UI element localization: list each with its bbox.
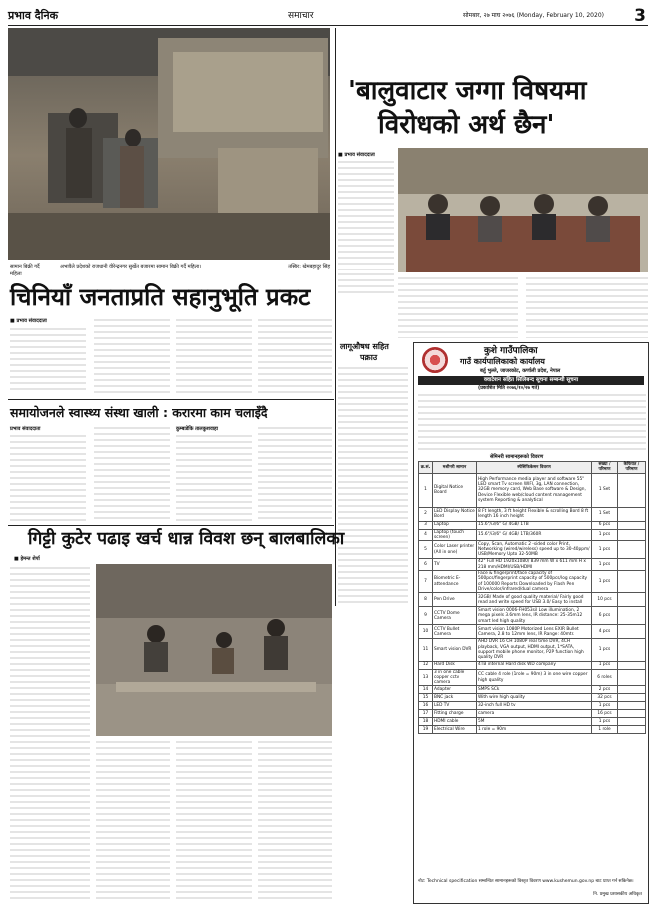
story4-subhead: पक्राउ bbox=[360, 353, 378, 362]
story3-body-col1 bbox=[10, 434, 86, 522]
table-row bbox=[419, 625, 646, 639]
table-row bbox=[419, 661, 646, 669]
table-row bbox=[419, 571, 646, 593]
cell-item: Fitting charge bbox=[433, 710, 477, 718]
story3-body-col4 bbox=[258, 426, 332, 522]
cell-spec: camera bbox=[477, 710, 592, 718]
story2-body-col2 bbox=[398, 276, 518, 338]
table-body bbox=[419, 473, 646, 734]
cell-remark bbox=[618, 726, 646, 734]
cell-item: Laptop bbox=[433, 521, 477, 529]
cell-remark bbox=[618, 625, 646, 639]
cell-spec: 32-inch full HD tv bbox=[477, 702, 592, 710]
cell-sn: 12 bbox=[419, 661, 433, 669]
cell-qty: 6 roles bbox=[592, 669, 618, 686]
market-photo-image bbox=[8, 28, 330, 260]
cell-remark bbox=[618, 686, 646, 694]
cell-remark bbox=[618, 639, 646, 661]
story2-headline-line1: 'बालुवाटार जग्गा विषयमा bbox=[348, 76, 587, 106]
cell-item: Digital Notice Board bbox=[433, 473, 477, 507]
cell-qty: 1 pcs bbox=[592, 718, 618, 726]
cell-sn: 8 bbox=[419, 593, 433, 607]
table-row bbox=[419, 702, 646, 710]
story1-body-col1 bbox=[10, 327, 86, 393]
table-row bbox=[419, 521, 646, 529]
cell-item: TV bbox=[433, 559, 477, 571]
cell-item: Electrical Wire bbox=[433, 726, 477, 734]
cell-spec: Smart vision 1080P Motorized Lens EXIR Bullet Camera, 2.8 to 12mm lens, IR Range: 40mtr. bbox=[477, 625, 592, 639]
notice-banner: क्वाटेशन सहित सिलिबन्द सूचना सम्बन्धी सूचना bbox=[418, 376, 644, 385]
cell-spec: 15.6"/i3/6" G/ 4GB/ 1TB/360R bbox=[477, 529, 592, 541]
story5-body-col1 bbox=[10, 566, 90, 902]
story1-byline: ■ प्रभाव संवाददाता bbox=[10, 318, 47, 324]
story2-body-col3 bbox=[526, 276, 648, 338]
cell-qty: 2 pcs bbox=[592, 686, 618, 694]
cell-sn: 4 bbox=[419, 529, 433, 541]
cell-qty: 1 pcs bbox=[592, 541, 618, 559]
col-remark: कैफियत / परिमाण bbox=[618, 462, 646, 474]
col-qty: संख्या / परिमाण bbox=[592, 462, 618, 474]
cell-spec: 4TB internal Hard disk WD company bbox=[477, 661, 592, 669]
notice-footer-note: नोट: Technical specification सम्बन्धित सामानहरूको विस्तृत विवरण www.kushemun.gov.np बाट प्राप्त गर्न सकिनेछ। bbox=[418, 879, 634, 884]
story1-headline: चिनियाँ जनताप्रति सहानुभूति प्रकट bbox=[10, 283, 311, 311]
section-rule bbox=[8, 399, 334, 400]
children-photo-image bbox=[96, 564, 332, 736]
story2-byline: ■ प्रभाव संवाददाता bbox=[338, 152, 375, 158]
cell-spec: With wire high quality bbox=[477, 694, 592, 702]
story2-headline-line2: विरोधको अर्थ छैन' bbox=[378, 110, 555, 140]
table-row bbox=[419, 593, 646, 607]
table-row bbox=[419, 694, 646, 702]
story3-byline-right: कुम्बाडेकि तालकुशवाहा bbox=[176, 426, 218, 432]
col-sn: क्र.सं. bbox=[419, 462, 433, 474]
story5-headline: गिट्टी कुटेर पढाइ खर्च धान्न विवश छन् बालबालिका bbox=[28, 529, 345, 549]
table-row bbox=[419, 507, 646, 521]
cell-sn: 9 bbox=[419, 607, 433, 625]
cell-sn: 15 bbox=[419, 694, 433, 702]
cell-sn: 2 bbox=[419, 507, 433, 521]
story1-body-col4 bbox=[258, 318, 332, 393]
story5-body-col2 bbox=[96, 740, 170, 902]
tender-notice bbox=[413, 342, 649, 904]
cell-remark bbox=[618, 529, 646, 541]
cell-spec: AHD DVR 16 CH 1080P real time DVR, 4CH playback, VGA output, HDMI output, 1*SATA, support mobile phone monitor, P2P function high quality DVR bbox=[477, 639, 592, 661]
cell-spec: Copy, Scan, Automatic 2 -sided color Print, Networking (wired/wireless) speed up to 30-40ppm/ USB/Memory Upto 32-50MB bbox=[478, 541, 590, 558]
cell-sn: 1 bbox=[419, 473, 433, 507]
table-row bbox=[419, 718, 646, 726]
cell-sn: 18 bbox=[419, 718, 433, 726]
table-row bbox=[419, 559, 646, 571]
cell-sn: 17 bbox=[419, 710, 433, 718]
table-row bbox=[419, 669, 646, 686]
cell-remark bbox=[618, 607, 646, 625]
cell-remark bbox=[618, 559, 646, 571]
cell-item: Color Laser printer (All in one) bbox=[433, 541, 477, 559]
cell-spec: Face & fingerprint/face capacity of 500pcs/fingerprint capacity of 500pcs/log capacity of 100000 Reports Downloaded by Flash Pen Drive/color/infrared/dual camera bbox=[477, 571, 592, 593]
page-header bbox=[8, 6, 648, 26]
cell-remark bbox=[618, 718, 646, 726]
cell-item: BNC jack bbox=[433, 694, 477, 702]
story1-body-col3 bbox=[176, 318, 252, 393]
cell-remark bbox=[618, 593, 646, 607]
story4-body bbox=[338, 366, 408, 606]
table-row bbox=[419, 529, 646, 541]
cell-qty: 10 pcs bbox=[592, 593, 618, 607]
story3-body-col2 bbox=[94, 426, 170, 522]
table-row bbox=[419, 710, 646, 718]
cell-item: LED Display Notice Bord bbox=[434, 508, 475, 520]
story3-headline: समायोजनले स्वास्थ्य संस्था खाली : करारमा काम चलाइँदै bbox=[10, 405, 268, 420]
cell-qty: 1 pcs bbox=[592, 529, 618, 541]
notice-date: (प्रकाशित मिति २०७६/१०/२७ गते) bbox=[478, 386, 540, 391]
table-row bbox=[419, 726, 646, 734]
cell-qty: 6 pcs bbox=[592, 607, 618, 625]
notice-title: कुशे गाउँपालिका bbox=[484, 346, 538, 356]
cell-item: HDMI cable bbox=[433, 718, 477, 726]
cell-item: Adapter bbox=[433, 686, 477, 694]
cell-item: Biometric E-attendance bbox=[433, 571, 477, 593]
col-spec: स्पेसिफिकेसन विवरण bbox=[477, 462, 592, 474]
story3-body-col3 bbox=[176, 434, 252, 522]
cell-sn: 19 bbox=[419, 726, 433, 734]
cell-spec: CC cable 4 role (1role = 90m) 3 in one wire copper high quality bbox=[477, 669, 592, 686]
page-number: 3 bbox=[634, 6, 646, 26]
cell-qty: 1 pcs bbox=[592, 661, 618, 669]
cell-remark bbox=[618, 661, 646, 669]
cell-qty: 4 pcs bbox=[592, 625, 618, 639]
cell-sn: 13 bbox=[419, 669, 433, 686]
cell-item: CCTV Dome Camera bbox=[433, 607, 477, 625]
cell-sn: 16 bbox=[419, 702, 433, 710]
conference-photo-image bbox=[398, 148, 648, 272]
story5-body-col4 bbox=[258, 740, 332, 902]
children-photo bbox=[96, 564, 332, 736]
column-rule bbox=[335, 28, 336, 606]
story5-body-col3 bbox=[176, 740, 252, 902]
cell-remark bbox=[618, 702, 646, 710]
story1-body-col2 bbox=[94, 318, 170, 393]
cell-remark bbox=[618, 473, 646, 507]
cell-qty: 1 role bbox=[592, 726, 618, 734]
notice-signature: नि. प्रमुख प्रशासकीय अधिकृत bbox=[593, 892, 642, 897]
cell-item: Pen Drive bbox=[433, 593, 477, 607]
nepal-emblem-icon bbox=[422, 347, 448, 373]
cell-sn: 5 bbox=[419, 541, 433, 559]
cell-spec: 5M bbox=[477, 718, 592, 726]
cell-sn: 7 bbox=[419, 571, 433, 593]
cell-qty: 32 pcs bbox=[592, 694, 618, 702]
cell-item: CCTV Bullet Camera bbox=[433, 625, 477, 639]
cell-qty: 1 pcs bbox=[592, 702, 618, 710]
cell-spec: 42" Full HD 1920x1080/ 839 mm W x 611 mm H x 218 mm/HDMI/USB/HDMI bbox=[477, 559, 592, 571]
cell-qty: 1 Set bbox=[592, 507, 618, 521]
cell-sn: 3 bbox=[419, 521, 433, 529]
photo-credit: तस्बिर: खेमबहादुर सिंह bbox=[288, 264, 330, 270]
notice-office: गाउँ कार्यपालिकाको कार्यालय bbox=[460, 357, 545, 366]
cell-spec: Smart vision 0006-FH053sil Low illumination, 2 mega pixels 3.6mm lens, IR distance: 25-35m12 smart led high quality bbox=[477, 607, 592, 625]
cell-item: LED TV bbox=[433, 702, 477, 710]
cell-item: Smart vision DVR bbox=[433, 639, 477, 661]
story5-byline: ■ हेमन्त शेर्पा bbox=[14, 556, 40, 562]
cell-qty: 1 pcs bbox=[592, 559, 618, 571]
cell-spec: 8 Ft length, 3 ft height Flexible & scrolling Bord 8 ft length 16 inch height bbox=[477, 507, 592, 521]
story3-byline-left: प्रभाव संवाददाता bbox=[10, 426, 41, 432]
cell-remark bbox=[618, 710, 646, 718]
notice-address: बर्तु भुल्ले, जाजरकोट, कर्णाली प्रदेश, नेपाल bbox=[480, 368, 561, 374]
newspaper-name: प्रभाव दैनिक bbox=[8, 9, 59, 22]
cell-item: 3 in one cable copper cctv camera bbox=[433, 669, 477, 686]
cell-qty: 1 pcs bbox=[592, 639, 618, 661]
cell-qty: 16 pcs bbox=[592, 710, 618, 718]
cell-item: Laptop (touch screen) bbox=[433, 529, 477, 541]
cell-sn: 14 bbox=[419, 686, 433, 694]
notice-table-title: सेमिनरी सामानहरूको विवरण bbox=[490, 454, 544, 460]
cell-sn: 6 bbox=[419, 559, 433, 571]
table-row bbox=[419, 686, 646, 694]
story2-body-col1b bbox=[338, 272, 394, 294]
market-photo bbox=[8, 28, 330, 260]
col-item: मशीनरी सामान bbox=[433, 462, 477, 474]
cell-remark bbox=[618, 507, 646, 521]
table-row bbox=[419, 541, 646, 559]
cell-remark bbox=[618, 571, 646, 593]
table-header-row bbox=[419, 462, 646, 474]
photo-caption-main: अभावैले प्रदेशको राजधानी वीरेन्द्रनगर सुर्खेत बजारमा सामान बिक्री गर्दै महिला। bbox=[60, 264, 202, 270]
section-name: समाचार bbox=[288, 11, 314, 21]
cell-spec: 32GB/ Made of good quality material/ Fairly good read and write speed for USB 3.0/ Easy to install bbox=[477, 593, 592, 607]
table-row bbox=[419, 607, 646, 625]
cell-remark bbox=[618, 541, 646, 559]
story2-body-col1 bbox=[338, 160, 394, 270]
issue-date: सोमबार, २७ माघ २०७६ (Monday, February 10, 2020) bbox=[463, 12, 604, 19]
cell-remark bbox=[618, 669, 646, 686]
cell-qty: 1 Set bbox=[592, 473, 618, 507]
cell-remark bbox=[618, 694, 646, 702]
cell-qty: 6 pcs bbox=[592, 521, 618, 529]
cell-spec: High Performance media player and software 55" LED smart Tv screen WIFI, 3g, LAN connection, 32GB memory card, Web Base software & Design, Device Flexible web/cloud content management system Reporting & analytical bbox=[477, 473, 592, 507]
cell-qty: 1 pcs bbox=[592, 571, 618, 593]
cell-remark bbox=[618, 521, 646, 529]
table-row bbox=[419, 473, 646, 507]
story4-headline: लागूऔषध सहित bbox=[340, 342, 389, 351]
notice-body bbox=[418, 393, 646, 453]
cell-sn: 10 bbox=[419, 625, 433, 639]
cell-spec: 1 role = 90m bbox=[477, 726, 592, 734]
table-row bbox=[419, 639, 646, 661]
cell-item: Hard Disk bbox=[433, 661, 477, 669]
equipment-table bbox=[418, 461, 646, 734]
cell-sn: 11 bbox=[419, 639, 433, 661]
cell-spec: SMPS SCk bbox=[477, 686, 592, 694]
conference-photo bbox=[398, 148, 648, 272]
photo-caption-left: सामान बिक्री गर्दै महिला bbox=[10, 264, 40, 277]
cell-spec: 15.6"/i3/6" G/ 4GB/ 1TB bbox=[477, 521, 592, 529]
